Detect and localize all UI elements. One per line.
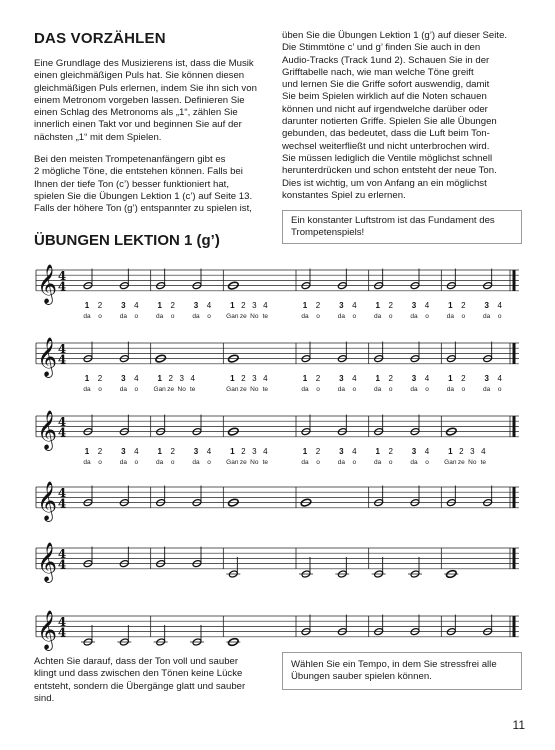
count-number: 3 [339,300,344,310]
count-syllable: o [207,312,211,320]
count-number: 1 [302,446,308,456]
text-line: Achten Sie darauf, dass der Ton voll und sauber [34,656,239,667]
count-number: 1 [302,300,308,310]
count-number: 2 [241,446,246,456]
treble-clef-icon: 𝄞 [37,409,58,450]
count-syllable: No [250,458,259,466]
count-number: 3 [193,300,199,310]
treble-clef-icon: 𝄞 [37,609,58,650]
count-number: 2 [315,300,321,310]
count-syllable: o [425,458,429,466]
text-line: Eine Grundlage des Musizierens ist, dass die Musik [34,58,254,69]
count-syllable: da [192,458,200,466]
count-number: 3 [484,300,489,310]
text-line: Sie müssen lediglich die Ventile möglichst schnell [282,152,493,164]
count-number: 1 [230,446,235,456]
count-number: 2 [461,300,466,310]
text-line: klingt und dass zwischen den Tönen keine Lücke [34,668,243,680]
count-syllable: o [98,458,102,466]
section-heading-lesson: ÜBUNGEN LEKTION 1 (g’) [34,232,220,249]
count-syllable: Gan [226,458,239,466]
text-line: gleichmäßigen Puls erlernen, indem Sie ihn sich von [34,82,257,94]
count-number: 3 [252,446,257,456]
count-number: 4 [134,446,139,456]
text-line: und lernen Sie die Griffe sofort auswendig, damit [282,79,490,91]
count-syllable: o [98,312,102,320]
count-number: 1 [448,446,453,456]
treble-clef-icon: 𝄞 [37,541,58,582]
count-number: 4 [263,373,268,383]
count-syllable: da [119,385,127,393]
count-syllable: o [497,385,502,393]
count-number: 3 [411,373,417,383]
text-line: Ein konstanter Luftstrom ist das Fundament des [291,215,495,226]
text-line: einen Schlag des Metronoms als „1“, zählen Sie [34,107,238,119]
count-number: 3 [193,446,199,456]
text-line: Ihnen der tiefe Ton (c’) besser funktioniert hat, [34,178,230,190]
text-line: Grifftabelle nach, wie man welche Töne greift [282,66,474,78]
count-number: 2 [97,373,103,383]
count-syllable: te [262,385,269,393]
count-syllable: da [483,312,491,320]
text-line: können und nicht auf irgendwelche darüber oder [282,103,488,115]
count-syllable: o [207,458,211,466]
count-syllable: Gan [226,312,239,320]
treble-clef-icon: 𝄞 [37,336,58,377]
count-number: 4 [263,446,268,456]
count-syllable: ze [167,385,175,393]
text-line: konstantes Spiel zu erlernen. [282,189,406,201]
count-number: 3 [252,300,257,310]
count-syllable: o [134,458,139,466]
treble-clef-icon: 𝄞 [37,263,58,304]
text-line: herunterdrücken und schon entsteht der neue Ton. [282,165,497,177]
text-line: gebunden, das bedeutet, dass die Luft beim Ton- [282,128,490,140]
time-signature-bottom: 4 [57,279,67,294]
count-syllable: da [119,312,127,320]
count-number: 3 [179,373,184,383]
count-syllable: o [352,385,357,393]
count-number: 4 [190,373,195,383]
count-syllable: da [337,312,345,320]
count-number: 2 [388,373,393,383]
count-number: 3 [411,300,417,310]
music-staff-system [0,398,555,468]
music-staff-system [0,252,555,322]
count-number: 2 [170,300,175,310]
count-number: 2 [459,446,464,456]
count-syllable: da [483,385,491,393]
text-line: Übungen sauber spielen können. [291,671,432,683]
count-syllable: da [156,312,164,320]
time-signature-top: 4 [57,341,67,356]
count-number: 1 [375,446,380,456]
text-line: Audio-Tracks (Track 1und 2). Schauen Sie in der [282,54,490,66]
count-number: 2 [97,300,103,310]
count-number: 1 [84,373,90,383]
count-syllable: Gan [153,385,166,393]
count-number: 1 [448,300,453,310]
music-staff-system [0,325,555,395]
page-title: DAS VORZÄHLEN [34,30,166,47]
count-number: 2 [315,446,321,456]
count-number: 1 [375,300,380,310]
count-number: 2 [388,446,393,456]
count-number: 1 [157,446,162,456]
music-staff-system [0,469,555,539]
count-syllable: da [119,458,127,466]
count-number: 4 [134,300,139,310]
text-line: einen gleichmäßigen Puls hat. Sie können diesen [34,70,245,82]
count-syllable: o [134,385,139,393]
count-syllable: o [170,312,175,320]
count-number: 2 [461,373,466,383]
count-syllable: o [352,458,357,466]
count-syllable: te [189,385,196,393]
tip-box-airflow [282,210,522,244]
text-line: spielen Sie die Übungen Lektion 1 (c’) auf Seite 13. [34,190,253,202]
final-barline-thick [513,343,516,364]
count-syllable: ze [239,385,247,393]
time-signature-bottom: 4 [57,625,67,640]
count-number: 4 [481,446,486,456]
count-syllable: No [468,458,477,466]
count-number: 1 [230,300,235,310]
count-number: 3 [121,446,126,456]
count-syllable: da [192,312,200,320]
time-signature-bottom: 4 [57,352,67,367]
count-syllable: da [301,312,309,320]
count-syllable: o [316,458,320,466]
count-number: 4 [424,446,430,456]
count-number: 3 [121,373,126,383]
count-number: 1 [230,373,235,383]
time-signature-bottom: 4 [57,496,67,511]
text-line: Trompetenspiels! [291,227,365,239]
count-number: 3 [121,300,126,310]
text-line: 2 mögliche Töne, die entstehen können. Falls bei [34,166,243,178]
count-syllable: o [425,312,429,320]
time-signature-top: 4 [57,485,67,500]
count-syllable: te [262,312,269,320]
count-number: 4 [263,300,268,310]
count-syllable: da [374,312,382,320]
count-number: 4 [497,300,502,310]
count-number: 4 [206,446,212,456]
text-line: entsteht, sondern die Übergänge glatt und sauber [34,680,246,692]
count-number: 4 [424,300,430,310]
count-syllable: No [250,312,259,320]
count-syllable: No [250,385,259,393]
final-barline-thick [513,487,516,508]
count-number: 4 [352,446,357,456]
count-syllable: da [156,458,164,466]
time-signature-top: 4 [57,546,67,561]
count-number: 2 [97,446,103,456]
count-number: 3 [484,373,489,383]
count-number: 1 [84,300,90,310]
bottom-paragraph-left [34,656,245,705]
count-syllable: da [446,312,454,320]
count-syllable: o [352,312,357,320]
count-syllable: da [337,458,345,466]
count-syllable: Gan [226,385,239,393]
intro-paragraph-left [34,58,257,144]
count-number: 3 [470,446,475,456]
music-staff-system [0,530,555,600]
tip-box-tempo [282,652,522,690]
text-line: sind. [34,692,55,704]
count-number: 1 [302,373,308,383]
count-syllable: da [301,458,309,466]
paragraph-right-column [282,30,507,202]
count-syllable: da [301,385,309,393]
count-number: 3 [339,446,344,456]
count-number: 2 [315,373,321,383]
count-syllable: da [374,458,382,466]
text-line: darunter notierten Griffe. Spielen Sie alle Übungen [282,116,497,128]
count-syllable: da [374,385,382,393]
count-syllable: o [134,312,139,320]
count-number: 2 [168,373,173,383]
text-line: Die Stimmtöne c’ und g’ finden Sie auch in den [282,42,481,54]
count-syllable: da [83,458,91,466]
count-syllable: o [316,312,320,320]
count-number: 4 [497,373,502,383]
count-number: 2 [388,300,393,310]
count-syllable: o [388,458,393,466]
final-barline-thick [513,616,516,637]
count-syllable: No [177,385,186,393]
count-syllable: o [497,312,502,320]
count-syllable: da [410,385,418,393]
time-signature-top: 4 [57,614,67,629]
count-number: 2 [241,300,246,310]
text-line: innerlich einen Takt vor und beginnen Sie auf der [34,119,242,131]
count-syllable: o [425,385,429,393]
text-line: Bei den meisten Trompetenanfängern gibt es [34,154,226,165]
count-syllable: o [388,385,393,393]
trumpet-paragraph-left [34,154,252,215]
count-number: 1 [375,373,380,383]
count-number: 3 [339,373,344,383]
text-line: wechsel weiterfließt und nicht unterbrochen wird. [282,140,490,152]
count-syllable: o [170,458,175,466]
count-syllable: te [262,458,269,466]
count-number: 2 [241,373,246,383]
count-syllable: da [410,458,418,466]
count-syllable: o [316,385,320,393]
count-number: 1 [448,373,453,383]
treble-clef-icon: 𝄞 [37,480,58,521]
count-syllable: o [98,385,102,393]
count-number: 4 [134,373,139,383]
final-barline-thick [513,548,516,569]
count-syllable: da [83,385,91,393]
count-syllable: ze [239,312,247,320]
count-syllable: o [461,312,466,320]
count-number: 1 [157,373,162,383]
count-syllable: da [83,312,91,320]
count-syllable: o [461,385,466,393]
text-line: üben Sie die Übungen Lektion 1 (g’) auf dieser Seite. [282,30,508,41]
count-number: 4 [352,373,357,383]
text-line: einem Metronom vorgeben lassen. Definieren Sie [34,94,245,106]
count-number: 4 [206,300,212,310]
count-syllable: da [446,385,454,393]
time-signature-top: 4 [57,268,67,283]
final-barline-thick [513,416,516,437]
count-number: 4 [352,300,357,310]
count-number: 4 [424,373,430,383]
count-number: 3 [411,446,417,456]
time-signature-bottom: 4 [57,425,67,440]
text-line: Dies ist wichtig, um von Anfang an ein möglichst [282,177,487,189]
count-number: 3 [252,373,257,383]
text-line: Wählen Sie ein Tempo, in dem Sie stressfrei alle [291,659,497,670]
count-number: 1 [157,300,162,310]
count-number: 2 [170,446,175,456]
count-syllable: ze [239,458,247,466]
count-number: 1 [84,446,90,456]
time-signature-bottom: 4 [57,557,67,572]
text-line: Falls der höhere Ton (g’) entspannter zu spielen ist, [34,203,252,215]
text-line: nächsten „1“ mit dem Spielen. [34,131,162,143]
count-syllable: te [480,458,487,466]
count-syllable: o [388,312,393,320]
time-signature-top: 4 [57,414,67,429]
text-line: Sie beim Spielen wirklich auf die Noten schauen [282,91,487,103]
final-barline-thick [513,270,516,291]
count-syllable: da [410,312,418,320]
count-syllable: ze [457,458,465,466]
count-syllable: da [337,385,345,393]
page-number: 11 [512,718,525,732]
count-syllable: Gan [444,458,457,466]
